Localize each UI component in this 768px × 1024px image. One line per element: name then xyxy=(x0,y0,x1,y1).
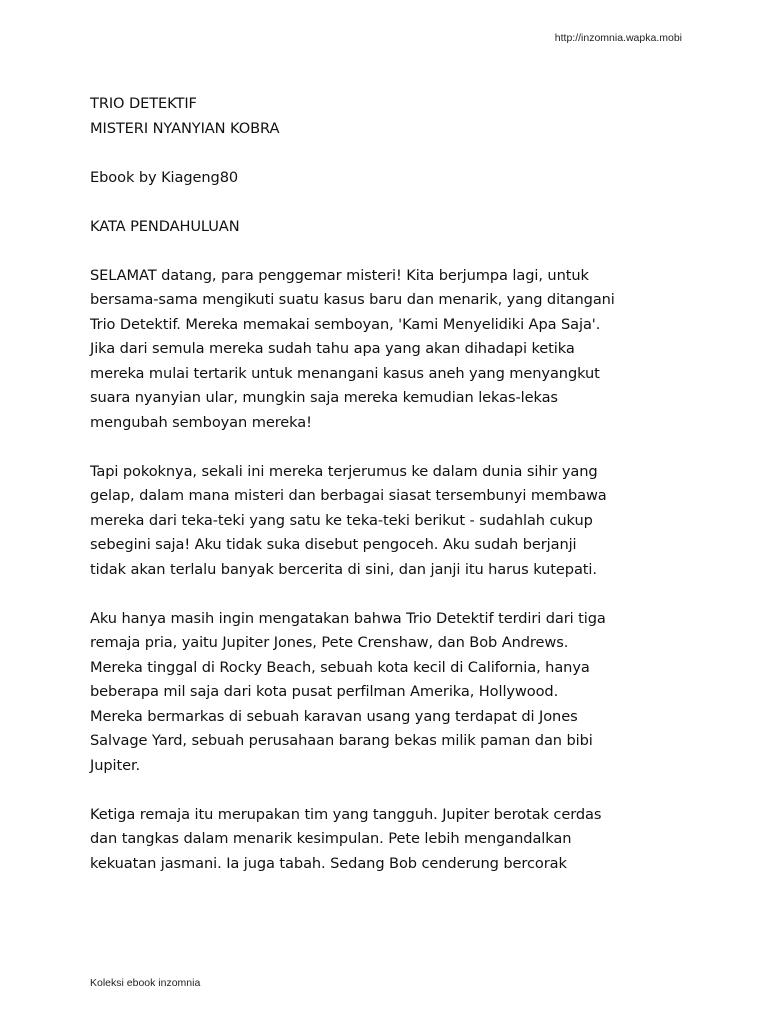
paragraph-line: Mereka bermarkas di sebuah karavan usang yang terdapat di Jones xyxy=(90,707,578,725)
paragraph-line: gelap, dalam mana misteri dan berbagai siasat tersembunyi membawa xyxy=(90,487,607,504)
footer-text: Koleksi ebook inzomnia xyxy=(90,977,201,989)
paragraph-line: mereka mulai tertarik untuk menangani kasus aneh yang menyangkut xyxy=(90,364,600,382)
paragraph-line: Mereka tinggal di Rocky Beach, sebuah kota kecil di California, hanya xyxy=(90,658,590,676)
document-body xyxy=(90,92,690,876)
paragraph-line: mengubah semboyan mereka! xyxy=(90,413,312,431)
paragraph-3 xyxy=(90,607,690,779)
paragraph-line: Trio Detektif. Mereka memakai semboyan, 'Kami Menyelidiki Apa Saja'. xyxy=(90,315,601,333)
paragraph-line: Jika dari semula mereka sudah tahu apa yang akan dihadapi ketika xyxy=(90,340,575,357)
paragraph-line: Jupiter. xyxy=(90,756,141,774)
book-title: MISTERI NYANYIAN KOBRA xyxy=(90,119,280,137)
paragraph-line: Ketiga remaja itu merupakan tim yang tangguh. Jupiter berotak cerdas xyxy=(90,805,602,823)
paragraph-line: suara nyanyian ular, mungkin saja mereka kemudian lekas-lekas xyxy=(90,389,558,406)
paragraph-4 xyxy=(90,803,690,877)
paragraph-line: Tapi pokoknya, sekali ini mereka terjerumus ke dalam dunia sihir yang xyxy=(90,462,598,480)
paragraph-line: Aku hanya masih ingin mengatakan bahwa Trio Detektif terdiri dari tiga xyxy=(90,609,606,627)
paragraph-line: SELAMAT datang, para penggemar misteri! Kita berjumpa lagi, untuk xyxy=(90,266,589,284)
paragraph-line: bersama-sama mengikuti suatu kasus baru dan menarik, yang ditangani xyxy=(90,291,615,308)
paragraph-line: kekuatan jasmani. Ia juga tabah. Sedang Bob cenderung bercorak xyxy=(90,854,567,872)
paragraph-line: dan tangkas dalam menarik kesimpulan. Pete lebih mengandalkan xyxy=(90,830,572,847)
paragraph-line: remaja pria, yaitu Jupiter Jones, Pete Crenshaw, dan Bob Andrews. xyxy=(90,634,569,651)
section-heading: KATA PENDAHULUAN xyxy=(90,217,240,235)
header-url: http://inzomnia.wapka.mobi xyxy=(554,32,682,44)
paragraph-line: beberapa mil saja dari kota pusat perfilman Amerika, Hollywood. xyxy=(90,683,559,700)
paragraph-line: sebegini saja! Aku tidak suka disebut pengoceh. Aku sudah berjanji xyxy=(90,536,577,553)
paragraph-line: mereka dari teka-teki yang satu ke teka-teki berikut - sudahlah cukup xyxy=(90,511,593,529)
paragraph-line: Salvage Yard, sebuah perusahaan barang bekas milik paman dan bibi xyxy=(90,732,593,749)
paragraph-1 xyxy=(90,264,690,436)
paragraph-2 xyxy=(90,460,690,583)
paragraph-line: tidak akan terlalu banyak bercerita di sini, dan janji itu harus kutepati. xyxy=(90,560,597,578)
series-title: TRIO DETEKTIF xyxy=(90,95,197,112)
ebook-credit: Ebook by Kiageng80 xyxy=(90,168,239,186)
